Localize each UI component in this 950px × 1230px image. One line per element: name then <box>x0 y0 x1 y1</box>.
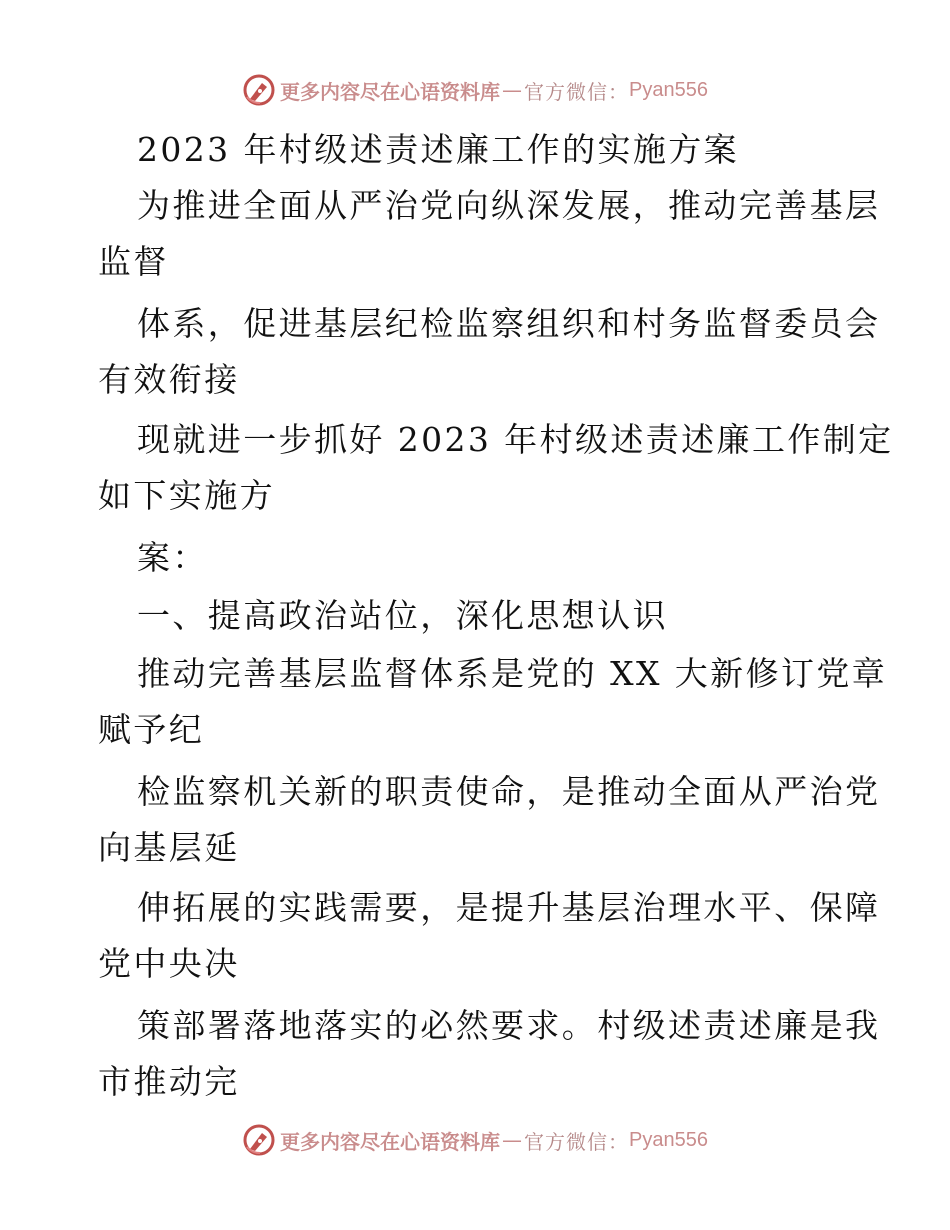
paragraph-line: 市推动完 <box>98 1062 240 1101</box>
section-heading: 一、提高政治站位，深化思想认识 <box>137 596 668 635</box>
paragraph-line: 推动完善基层监督体系是党的 XX 大新修订党章 <box>137 654 888 693</box>
paragraph-line: 如下实施方 <box>98 476 275 515</box>
watermark-text: 更多内容尽在心语资料库 <box>280 79 501 104</box>
paragraph-line: 赋予纪 <box>98 710 205 749</box>
wechat-id: Pyan556 <box>629 1128 708 1151</box>
watermark-separator: — <box>502 1128 523 1152</box>
paragraph-line: 策部署落地落实的必然要求。村级述责述廉是我 <box>137 1006 881 1045</box>
paragraph-line: 为推进全面从严治党向纵深发展，推动完善基层 <box>137 186 881 225</box>
watermark-banner-bottom <box>0 1120 950 1160</box>
pen-nib-logo-icon <box>242 1123 276 1157</box>
paragraph-line: 向基层延 <box>98 828 240 867</box>
paragraph-line: 伸拓展的实践需要，是提升基层治理水平、保障 <box>137 888 881 927</box>
paragraph-line: 体系，促进基层纪检监察组织和村务监督委员会 <box>137 304 881 343</box>
wechat-id: Pyan556 <box>629 78 708 101</box>
paragraph-line: 党中央决 <box>98 944 240 983</box>
wechat-label: 官方微信： <box>524 1129 630 1154</box>
wechat-label: 官方微信： <box>524 79 630 104</box>
watermark-separator: — <box>502 78 523 102</box>
paragraph-line: 现就进一步抓好 2023 年村级述责述廉工作制定 <box>137 420 894 459</box>
paragraph-line: 案： <box>137 538 208 577</box>
paragraph-line: 有效衔接 <box>98 360 240 399</box>
pen-nib-logo-icon <box>242 73 276 107</box>
paragraph-line: 检监察机关新的职责使命，是推动全面从严治党 <box>137 772 881 811</box>
watermark-text: 更多内容尽在心语资料库 <box>280 1129 501 1154</box>
paragraph-line: 监督 <box>98 242 169 281</box>
watermark-banner-top <box>0 70 950 110</box>
doc-title: 2023 年村级述责述廉工作的实施方案 <box>137 130 740 169</box>
